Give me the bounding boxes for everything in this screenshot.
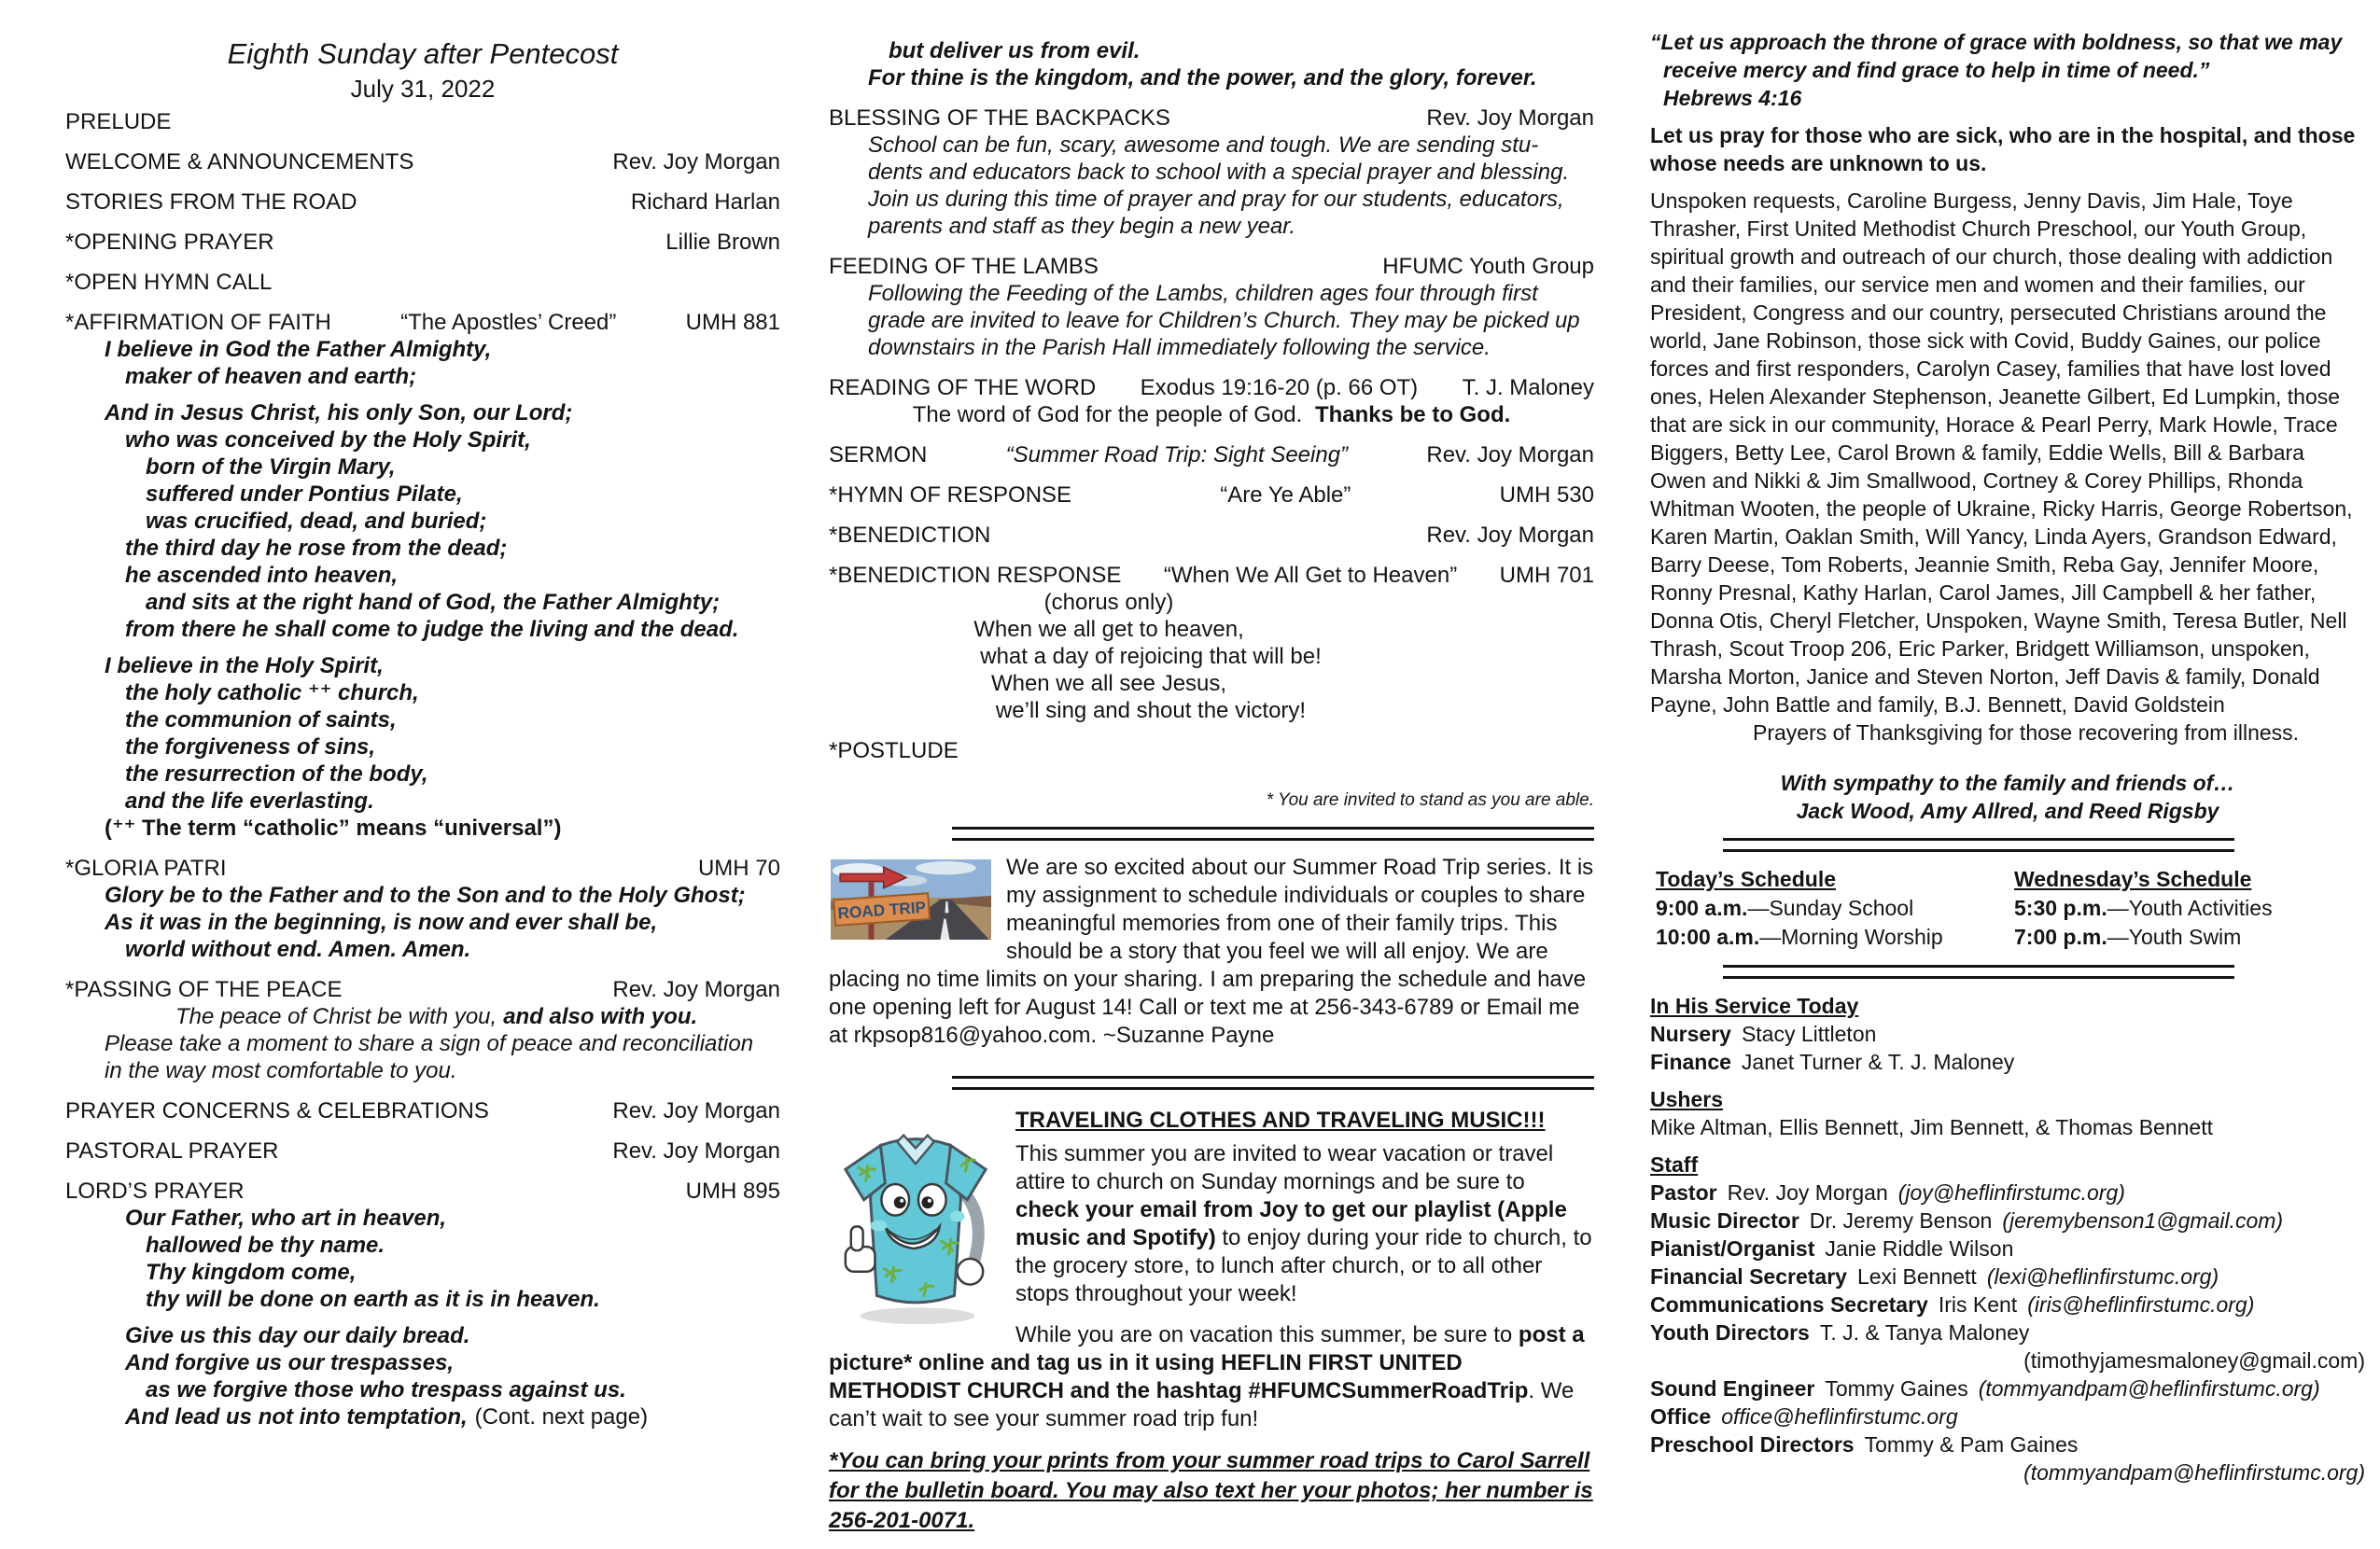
line-email: (tommyandpam@heflinfirstumc.org) xyxy=(1978,1376,2320,1401)
line-text: Glory be to the Father and to the Son and to the Holy Ghost; xyxy=(105,883,746,908)
line xyxy=(65,1376,780,1403)
schedule-time: 5:30 p.m. xyxy=(2014,896,2107,920)
line-text: * You are invited to stand as you are able. xyxy=(1266,790,1594,810)
line-text: Give us this day our daily bread. xyxy=(125,1323,470,1348)
schedule-time: 7:00 p.m. xyxy=(2014,925,2107,949)
schedule-row xyxy=(2014,923,2365,952)
line xyxy=(1650,719,2365,747)
line-text: receive mercy and find grace to help in time of need.” xyxy=(1663,58,2210,82)
line-text: *BENEDICTION RESPONSE xyxy=(829,563,1122,588)
line xyxy=(65,1232,780,1259)
line xyxy=(65,1205,780,1232)
line-center-text: “Are Ye Able” xyxy=(1220,482,1351,508)
line xyxy=(1650,1151,2365,1179)
line-text: And lead us not into temptation, xyxy=(125,1404,468,1430)
line-value: Tommy & Pam Gaines xyxy=(1864,1432,2079,1457)
line xyxy=(1650,56,2365,84)
line-text: With sympathy to the family and friends of… xyxy=(1780,771,2235,795)
line xyxy=(65,1259,780,1286)
line xyxy=(65,148,780,175)
line-bold-text: Thanks be to God. xyxy=(1314,402,1511,427)
line-value: Rev. Joy Morgan xyxy=(1727,1180,1888,1205)
line xyxy=(1650,1020,2365,1048)
line-text: was crucified, dead, and buried; xyxy=(146,509,487,534)
line xyxy=(829,643,1594,670)
line-text: Prayers of Thanksgiving for those recovering from illness. xyxy=(1753,720,2300,745)
line xyxy=(1650,1113,2365,1141)
line-right-text: Rev. Joy Morgan xyxy=(612,1098,780,1123)
line-text: And in Jesus Christ, his only Son, our Lord; xyxy=(105,400,573,426)
line xyxy=(829,562,1594,589)
line-label: Financial Secretary xyxy=(1650,1264,1847,1289)
line xyxy=(829,253,1594,280)
schedule-event: —Sunday School xyxy=(1747,896,1914,920)
line xyxy=(65,1097,780,1124)
line xyxy=(65,706,780,733)
line-value: Stacy Littleton xyxy=(1741,1022,1877,1046)
line-text: Unspoken requests, Caroline Burgess, Jenny Davis, Jim Hale, Toye Thrasher, First United Methodist Church Preschool, our Youth Group, spiritual growth and outreach of our church, those dealing with addiction and their families, our service men and women and their families, our President, Congress and our country, persecuted Christians around the world, Jane Robinson, those sick with Covid, Buddy Gaines, our police forces and first responders, Carolyn Casey, families that have lost loved ones, Helen Alexander Stephenson, Jeanette Gilbert, Ed Lumpkin, those that are sick in our community, Horace & Pearl Perry, Mark Howle, Trace Biggers, Betty Lee, Carol Brown & family, Eddie Wells, Bill & Barbara Owen and Nikki & Jim Smallwood, Cortney & Corey Phillips, Rhonda Whitman Wooten, the people of Ukraine, Ricky Harris, George Robertson, Karen Martin, Oaklan Smith, Will Yancy, Linda Ayers, Grandson Edward, Barry Deese, Tom Roberts, Jeannie Smith, Reba Gay, Jennifer Moore, Ronny Presnal, Kathy Harlan, Carol James, Jill Campbell & her father, Donna Otis, Cheryl Fletcher, Unspoken, Wayne Smith, Teresa Butler, Nell Thrash, Scout Troop 206, Eric Parker, Bridgett Williamson, unspoken, Marsha Morton, Janice and Steven Norton, Jeff Davis & family, Donald Payne, John Battle and family, B.J. Bennett, David Goldstein xyxy=(1650,188,2353,717)
today-schedule-title: Today’s Schedule xyxy=(1656,867,1836,891)
order-of-worship-lines xyxy=(65,108,780,1430)
line-text: from there he shall come to judge the living and the dead. xyxy=(125,617,739,642)
line-text: *OPEN HYMN CALL xyxy=(65,270,273,295)
line-email: (jeremybenson1@gmail.com) xyxy=(2002,1208,2284,1233)
line xyxy=(829,334,1594,361)
line-email: (iris@heflinfirstumc.org) xyxy=(2027,1292,2255,1317)
prayer-and-info-column xyxy=(1650,28,2365,1486)
line xyxy=(65,761,780,788)
line-text: *GLORIA PATRI xyxy=(65,856,227,881)
line-text: Hebrews 4:16 xyxy=(1663,86,1802,110)
line xyxy=(829,280,1594,307)
line-label: Communications Secretary xyxy=(1650,1292,1928,1317)
line-text: (tommyandpam@heflinfirstumc.org) xyxy=(2023,1460,2365,1485)
line xyxy=(1650,1319,2365,1347)
bold-segment: check your email from Joy to get our playlist (Apple music and Spotify) xyxy=(1015,1197,1567,1250)
line xyxy=(65,269,780,296)
line-text: Following the Feeding of the Lambs, children ages four through first xyxy=(868,281,1538,306)
line-text: maker of heaven and earth; xyxy=(125,364,417,389)
road-trip-sign-photo xyxy=(831,859,991,940)
order-of-worship-column xyxy=(65,35,780,1430)
line xyxy=(829,159,1594,186)
line-text: in the way most comfortable to you. xyxy=(105,1058,457,1083)
line-text: *POSTLUDE xyxy=(829,738,959,763)
line xyxy=(1650,1458,2365,1486)
wednesday-schedule-title: Wednesday’s Schedule xyxy=(2014,867,2252,891)
line xyxy=(65,309,780,336)
line xyxy=(1650,1048,2365,1076)
line xyxy=(1650,187,2365,719)
line xyxy=(65,589,780,616)
schedule-event: —Youth Swim xyxy=(2107,925,2242,949)
line xyxy=(65,733,780,761)
line xyxy=(65,1286,780,1313)
line-text: And forgive us our trespasses, xyxy=(125,1350,455,1375)
line-text: (⁺⁺ The term “catholic” means “universal”) xyxy=(105,816,562,841)
line-right-text: Rev. Joy Morgan xyxy=(1426,523,1594,548)
line-center-text: “The Apostles’ Creed” xyxy=(400,310,617,335)
line-text: BLESSING OF THE BACKPACKS xyxy=(829,105,1170,131)
line xyxy=(829,697,1594,724)
line xyxy=(1650,1179,2365,1207)
line xyxy=(65,1178,780,1205)
schedule-time: 10:00 a.m. xyxy=(1656,925,1760,949)
line xyxy=(829,132,1594,159)
line-text: (timothyjamesmaloney@gmail.com) xyxy=(2023,1348,2365,1373)
line xyxy=(1650,1291,2365,1319)
service-continuation-column xyxy=(829,37,1594,1549)
line-right-text: Rev. Joy Morgan xyxy=(612,977,780,1002)
line xyxy=(65,1322,780,1349)
schedule-time: 9:00 a.m. xyxy=(1656,896,1748,920)
prayer-lines xyxy=(1650,28,2365,852)
line xyxy=(1650,1402,2365,1430)
line xyxy=(1650,797,2365,825)
line-text: the communion of saints, xyxy=(125,707,397,733)
hawaiian-shirt-mascot-icon xyxy=(833,1110,999,1327)
line-email: (joy@heflinfirstumc.org) xyxy=(1897,1180,2125,1205)
line-text: Please take a moment to share a sign of peace and reconciliation xyxy=(105,1031,754,1056)
line xyxy=(1650,1235,2365,1263)
line-text: born of the Virgin Mary, xyxy=(146,454,396,480)
line xyxy=(1723,838,2234,852)
line-text: FEEDING OF THE LAMBS xyxy=(829,254,1099,279)
line xyxy=(65,855,780,882)
line xyxy=(65,562,780,589)
line xyxy=(65,788,780,815)
line xyxy=(65,1057,780,1084)
line xyxy=(829,787,1594,814)
page-date: July 31, 2022 xyxy=(350,75,496,103)
schedule-event: —Youth Activities xyxy=(2107,896,2273,920)
line xyxy=(65,399,780,426)
line xyxy=(829,401,1594,428)
line-label: Finance xyxy=(1650,1050,1731,1074)
line xyxy=(1650,28,2365,56)
line-text: *OPENING PRAYER xyxy=(65,230,274,255)
line-text: and the life everlasting. xyxy=(125,788,374,814)
line xyxy=(65,1137,780,1165)
line-text: SERMON xyxy=(829,442,928,467)
line xyxy=(65,108,780,135)
line-text: PRAYER CONCERNS & CELEBRATIONS xyxy=(65,1098,489,1123)
line xyxy=(829,186,1594,213)
line-text: downstairs in the Parish Hall immediately following the service. xyxy=(868,335,1491,360)
line-value: Lexi Bennett xyxy=(1856,1264,1977,1289)
text-segment: to enjoy during your ride to church, to the grocery store, to lunch after church, or to all other stops throughout your week! xyxy=(1015,1225,1592,1306)
line xyxy=(829,670,1594,697)
line-text: The word of God for the people of God. xyxy=(912,402,1309,427)
schedule-event: —Morning Worship xyxy=(1759,925,1943,949)
line-bold-text: and also with you. xyxy=(503,1004,698,1029)
line-text: When we all see Jesus, xyxy=(990,671,1227,696)
line-text: and sits at the right hand of God, the Father Almighty; xyxy=(146,590,721,615)
traveling-title: TRAVELING CLOTHES AND TRAVELING MUSIC!!! xyxy=(1015,1108,1546,1133)
line-text: hallowed be thy name. xyxy=(146,1233,385,1258)
line-text: Jack Wood, Amy Allred, and Reed Rigsby xyxy=(1796,799,2219,823)
line-right-text: Rev. Joy Morgan xyxy=(612,1138,780,1164)
text-segment: While you are on vacation this summer, be sure to xyxy=(1015,1322,1519,1347)
line-label: Youth Directors xyxy=(1650,1320,1810,1345)
line xyxy=(829,522,1594,549)
line xyxy=(1650,84,2365,112)
line xyxy=(952,827,1594,841)
line-right-text: T. J. Maloney xyxy=(1462,375,1594,400)
line-text: dents and educators back to school with a special prayer and blessing. xyxy=(868,160,1570,185)
line xyxy=(829,37,1594,64)
line-text: READING OF THE WORD xyxy=(829,375,1097,400)
line xyxy=(65,815,780,842)
line xyxy=(65,616,780,643)
line-right-text: UMH 530 xyxy=(1499,482,1594,508)
line-right-text: UMH 70 xyxy=(697,856,780,881)
line-text: he ascended into heaven, xyxy=(125,563,399,588)
line-value: Tommy Gaines xyxy=(1825,1376,1968,1401)
line-text: WELCOME & ANNOUNCEMENTS xyxy=(65,149,414,174)
line-text: (chorus only) xyxy=(1043,590,1174,615)
line-text: As it was in the beginning, is now and ever shall be, xyxy=(105,910,658,935)
line xyxy=(829,616,1594,643)
line-text: In His Service Today xyxy=(1650,994,1859,1018)
svg-text:ROAD TRIP: ROAD TRIP xyxy=(836,897,927,923)
line xyxy=(65,1349,780,1376)
line-label: Music Director xyxy=(1650,1208,1799,1233)
line xyxy=(1650,992,2365,1020)
line-text: *HYMN OF RESPONSE xyxy=(829,482,1072,508)
line xyxy=(65,535,780,562)
line xyxy=(829,105,1594,132)
line-text: *AFFIRMATION OF FAITH xyxy=(65,310,331,335)
line-right-text: HFUMC Youth Group xyxy=(1382,254,1594,279)
line-text: I believe in the Holy Spirit, xyxy=(105,653,384,678)
today-schedule xyxy=(1656,865,2014,952)
line-text: grade are invited to leave for Children’s Church. They may be picked up xyxy=(868,308,1580,333)
traveling-announcement xyxy=(829,1103,1594,1549)
schedule-row xyxy=(1656,894,2014,923)
line-value: Dr. Jeremy Benson xyxy=(1809,1208,1993,1233)
line-text: the holy catholic ⁺⁺ church, xyxy=(125,680,419,705)
schedule-table xyxy=(1656,865,2365,952)
line-text: the resurrection of the body, xyxy=(125,761,428,787)
line xyxy=(65,454,780,481)
line-text: Ushers xyxy=(1650,1087,1723,1111)
line xyxy=(65,882,780,909)
line xyxy=(65,426,780,454)
line xyxy=(65,1030,780,1057)
line-text: Our Father, who art in heaven, xyxy=(125,1206,447,1231)
line xyxy=(829,213,1594,240)
line xyxy=(829,374,1594,401)
line xyxy=(65,481,780,508)
text-segment: . We can’t wait to see your summer road trip fun! xyxy=(829,1378,1575,1431)
line xyxy=(1650,769,2365,797)
line-text: as we forgive those who trespass against us. xyxy=(146,1377,626,1402)
line-text: PASTORAL PRAYER xyxy=(65,1138,279,1164)
line xyxy=(65,508,780,535)
line xyxy=(1650,1347,2365,1375)
schedule-row xyxy=(1656,923,2014,952)
line xyxy=(1650,1085,2365,1113)
line-right-text: UMH 895 xyxy=(685,1179,780,1204)
line-right-text: UMH 881 xyxy=(685,310,780,335)
line-email: (lexi@heflinfirstumc.org) xyxy=(1986,1264,2219,1289)
line-value: Iris Kent xyxy=(1938,1292,2018,1317)
line-label: Pianist/Organist xyxy=(1650,1236,1815,1261)
line xyxy=(829,307,1594,334)
roadtrip-paragraph: We are so excited about our Summer Road Trip series. It is my assignment to schedule individuals or couples to share meaningful memories from one of their family trips. This should be a story that you feel we will all enjoy. We are placing no time limits on your sharing. I am preparing the schedule and have one opening left for August 14! Call or text me at 256-343-6789 or Email me at rkpsop816@yahoo.com. ~Suzanne Payne xyxy=(829,855,1594,1048)
staff-lines xyxy=(1650,992,2365,1486)
line-text: LORD’S PRAYER xyxy=(65,1179,245,1204)
line xyxy=(829,441,1594,468)
line xyxy=(829,481,1594,509)
line xyxy=(1650,121,2365,177)
line-label: Preschool Directors xyxy=(1650,1432,1855,1457)
line-value: Janet Turner & T. J. Maloney xyxy=(1741,1050,2015,1074)
line xyxy=(65,936,780,963)
schedule-row xyxy=(2014,894,2365,923)
line-right-text: UMH 701 xyxy=(1499,563,1594,588)
line-right-text: Rev. Joy Morgan xyxy=(1426,442,1594,467)
line-text: Thy kingdom come, xyxy=(146,1260,357,1285)
line-label: Pastor xyxy=(1650,1180,1717,1205)
line xyxy=(65,909,780,936)
line xyxy=(65,679,780,706)
line-text: “Let us approach the throne of grace with boldness, so that we may xyxy=(1650,30,2343,54)
line xyxy=(65,652,780,679)
line-text: I believe in God the Father Almighty, xyxy=(105,337,492,362)
line-center-text: Exodus 19:16-20 (p. 66 OT) xyxy=(1140,375,1419,400)
line xyxy=(1650,1263,2365,1291)
road-trip-board xyxy=(833,893,930,926)
divider-rule xyxy=(952,1076,1594,1090)
line-text: what a day of rejoicing that will be! xyxy=(980,644,1322,669)
line xyxy=(1650,1375,2365,1402)
line xyxy=(829,589,1594,616)
line xyxy=(65,336,780,363)
line-center-text: “When We All Get to Heaven” xyxy=(1163,563,1458,588)
line-label: Office xyxy=(1650,1404,1712,1429)
line xyxy=(829,64,1594,91)
line-value: Janie Riddle Wilson xyxy=(1825,1236,2014,1261)
line-text: Join us during this time of prayer and pray for our students, educators, xyxy=(868,187,1564,212)
line-email: office@heflinfirstumc.org xyxy=(1721,1404,1958,1429)
service-lines xyxy=(829,37,1594,841)
traveling-paragraph-2 xyxy=(829,1321,1594,1433)
line-text: thy will be done on earth as it is in heaven. xyxy=(146,1287,600,1312)
line xyxy=(65,976,780,1003)
line xyxy=(829,737,1594,764)
line-label: Nursery xyxy=(1650,1022,1731,1046)
line-text: Mike Altman, Ellis Bennett, Jim Bennett, & Thomas Bennett xyxy=(1650,1115,2213,1139)
line-tail-text: (Cont. next page) xyxy=(474,1404,649,1430)
line-text: we’ll sing and shout the victory! xyxy=(995,698,1307,723)
line xyxy=(65,229,780,256)
roadtrip-announcement xyxy=(829,854,1594,1063)
line-label: Sound Engineer xyxy=(1650,1376,1815,1401)
line xyxy=(65,1003,780,1030)
text-segment: This summer you are invited to wear vacation or travel attire to church on Sunday mornings and be sure to xyxy=(1015,1141,1554,1194)
line-text: but deliver us from evil. xyxy=(889,38,1141,63)
line-right-text: Rev. Joy Morgan xyxy=(612,149,780,174)
bold-segment: post a picture* online and tag us in it using HEFLIN FIRST UNITED METHODIST CHURCH and the hashtag #HFUMCSummerRoadTrip xyxy=(829,1322,1585,1403)
line xyxy=(1650,1207,2365,1235)
line-text: Let us pray for those who are sick, who are in the hospital, and those whose needs are unknown to us. xyxy=(1650,123,2356,175)
line-text: suffered under Pontius Pilate, xyxy=(146,481,463,507)
line-text: Staff xyxy=(1650,1152,1699,1177)
wednesday-schedule xyxy=(2014,865,2365,952)
photo-prints-note: *You can bring your prints from your summer road trips to Carol Sarrell for the bulletin board. You may also text her your photos; her number is 256-201-0071. xyxy=(829,1448,1593,1533)
divider-rule xyxy=(1723,965,2234,979)
line-text: who was conceived by the Holy Spirit, xyxy=(125,427,531,453)
line-text: the forgiveness of sins, xyxy=(125,734,376,760)
line-text: world without end. Amen. Amen. xyxy=(125,937,471,962)
line-right-text: Richard Harlan xyxy=(630,189,780,215)
line-text: parents and staff as they begin a new year. xyxy=(868,214,1296,239)
line-text: *BENEDICTION xyxy=(829,523,991,548)
line-right-text: Rev. Joy Morgan xyxy=(1426,105,1594,131)
line xyxy=(65,363,780,390)
line xyxy=(65,1403,780,1430)
line-text: When we all get to heaven, xyxy=(973,617,1244,642)
line-text: For thine is the kingdom, and the power, and the glory, forever. xyxy=(868,65,1537,91)
line-text: STORIES FROM THE ROAD xyxy=(65,189,357,215)
line-value: T. J. & Tanya Maloney xyxy=(1819,1320,2030,1345)
line xyxy=(65,188,780,216)
line-right-text: Lillie Brown xyxy=(665,230,780,255)
line xyxy=(1650,1430,2365,1458)
page-title: Eighth Sunday after Pentecost xyxy=(227,37,619,70)
line-text: PRELUDE xyxy=(65,109,172,134)
line-center-text: “Summer Road Trip: Sight Seeing” xyxy=(1005,442,1349,467)
line-text: The peace of Christ be with you, xyxy=(175,1004,497,1029)
line-text: School can be fun, scary, awesome and tough. We are sending stu- xyxy=(868,133,1539,158)
line-text: the third day he rose from the dead; xyxy=(125,536,508,561)
line-text: *PASSING OF THE PEACE xyxy=(65,977,343,1002)
